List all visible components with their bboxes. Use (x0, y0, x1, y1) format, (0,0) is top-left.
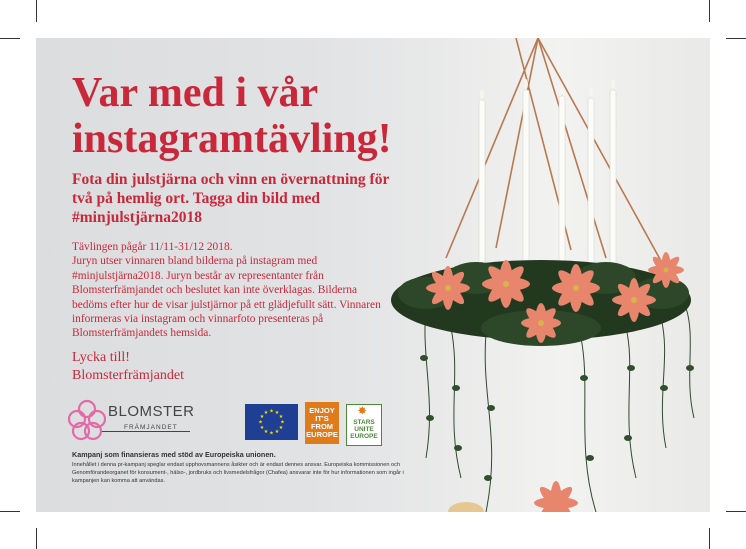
crop-mark (726, 38, 746, 39)
flower-icon (68, 398, 106, 444)
blomster-logo (68, 398, 198, 444)
star-icon: ✸ (358, 406, 367, 417)
svg-text:★: ★ (263, 410, 269, 416)
enjoy-line-1: ENJOY (309, 406, 335, 415)
svg-text:★: ★ (269, 408, 274, 415)
signoff (72, 349, 184, 385)
rules-text (72, 240, 392, 341)
svg-text:★: ★ (278, 425, 284, 431)
enjoy-line-2: IT'S FROM (310, 414, 334, 431)
logo-subtitle: FRÄMJANDET (124, 424, 178, 431)
enjoy-line-3: EUROPE (306, 430, 338, 439)
crop-mark (36, 528, 37, 549)
funding-note: Kampanj som finansieras med stöd av Europeiska unionen. (72, 450, 276, 459)
contest-rules: Juryn utser vinnaren bland bilderna på instagram med #minjulstjärna2018. Juryn består av representanter från Blomsterfrämjandet och beslutet kan inte överklagas. Bilderna bedöms efter hur de visar julstjärnor på ett glädjefullt sätt. Vinnaren informeras via instagram och vinnarfoto presenteras på Blomsterfrämjandets hemsida. (72, 255, 381, 340)
svg-text:★: ★ (278, 414, 284, 420)
poster (36, 38, 710, 512)
crop-mark (0, 38, 20, 39)
crop-mark (726, 511, 746, 512)
lead-paragraph: Fota din julstjärna och vinn en övernattning för två på hemlig ort. Tagga din bild med #minjulstjärna2018 (72, 171, 390, 226)
logo-wordmark: BLOMSTER (108, 403, 195, 420)
svg-text:★: ★ (274, 429, 280, 435)
svg-text:★: ★ (280, 419, 285, 426)
crop-mark (36, 0, 37, 22)
page-title: Var med i vår instagramtävling! (72, 70, 392, 162)
stars-line-3: EUROPE (350, 433, 378, 440)
svg-text:★: ★ (258, 419, 263, 426)
svg-text:★: ★ (259, 425, 265, 431)
logo-divider (102, 431, 190, 432)
crop-mark (0, 511, 20, 512)
svg-text:★: ★ (259, 414, 265, 420)
stars-line-1: STARS (353, 419, 375, 426)
crop-mark (709, 528, 710, 549)
signoff-organization: Blomsterfrämjandet (72, 368, 184, 383)
disclaimer: Innehållet i denna pr-kampanj speglar endast upphovsmannens åsikter och är endast dennes ansvar. Europeiska kommissionen och Genomförandeorganet för konsument-, hälso-, jordbruks och livsmedelsfrågor (Chafea) ansvarar inte för hur informationen som ingår i kampanjen kan komma att användas. (72, 462, 404, 484)
signoff-greeting: Lycka till! (72, 350, 130, 365)
svg-text:★: ★ (263, 429, 269, 435)
stars-unite-europe-logo (346, 404, 382, 446)
stars-line-2: UNITE (354, 426, 374, 433)
eu-flag-logo (245, 404, 298, 440)
crop-mark (709, 0, 710, 22)
enjoy-europe-logo (305, 402, 339, 444)
contest-period: Tävlingen pågår 11/11-31/12 2018. (72, 241, 233, 253)
svg-text:★: ★ (274, 410, 280, 416)
svg-text:★: ★ (269, 430, 274, 437)
eu-stars-icon (245, 404, 298, 440)
